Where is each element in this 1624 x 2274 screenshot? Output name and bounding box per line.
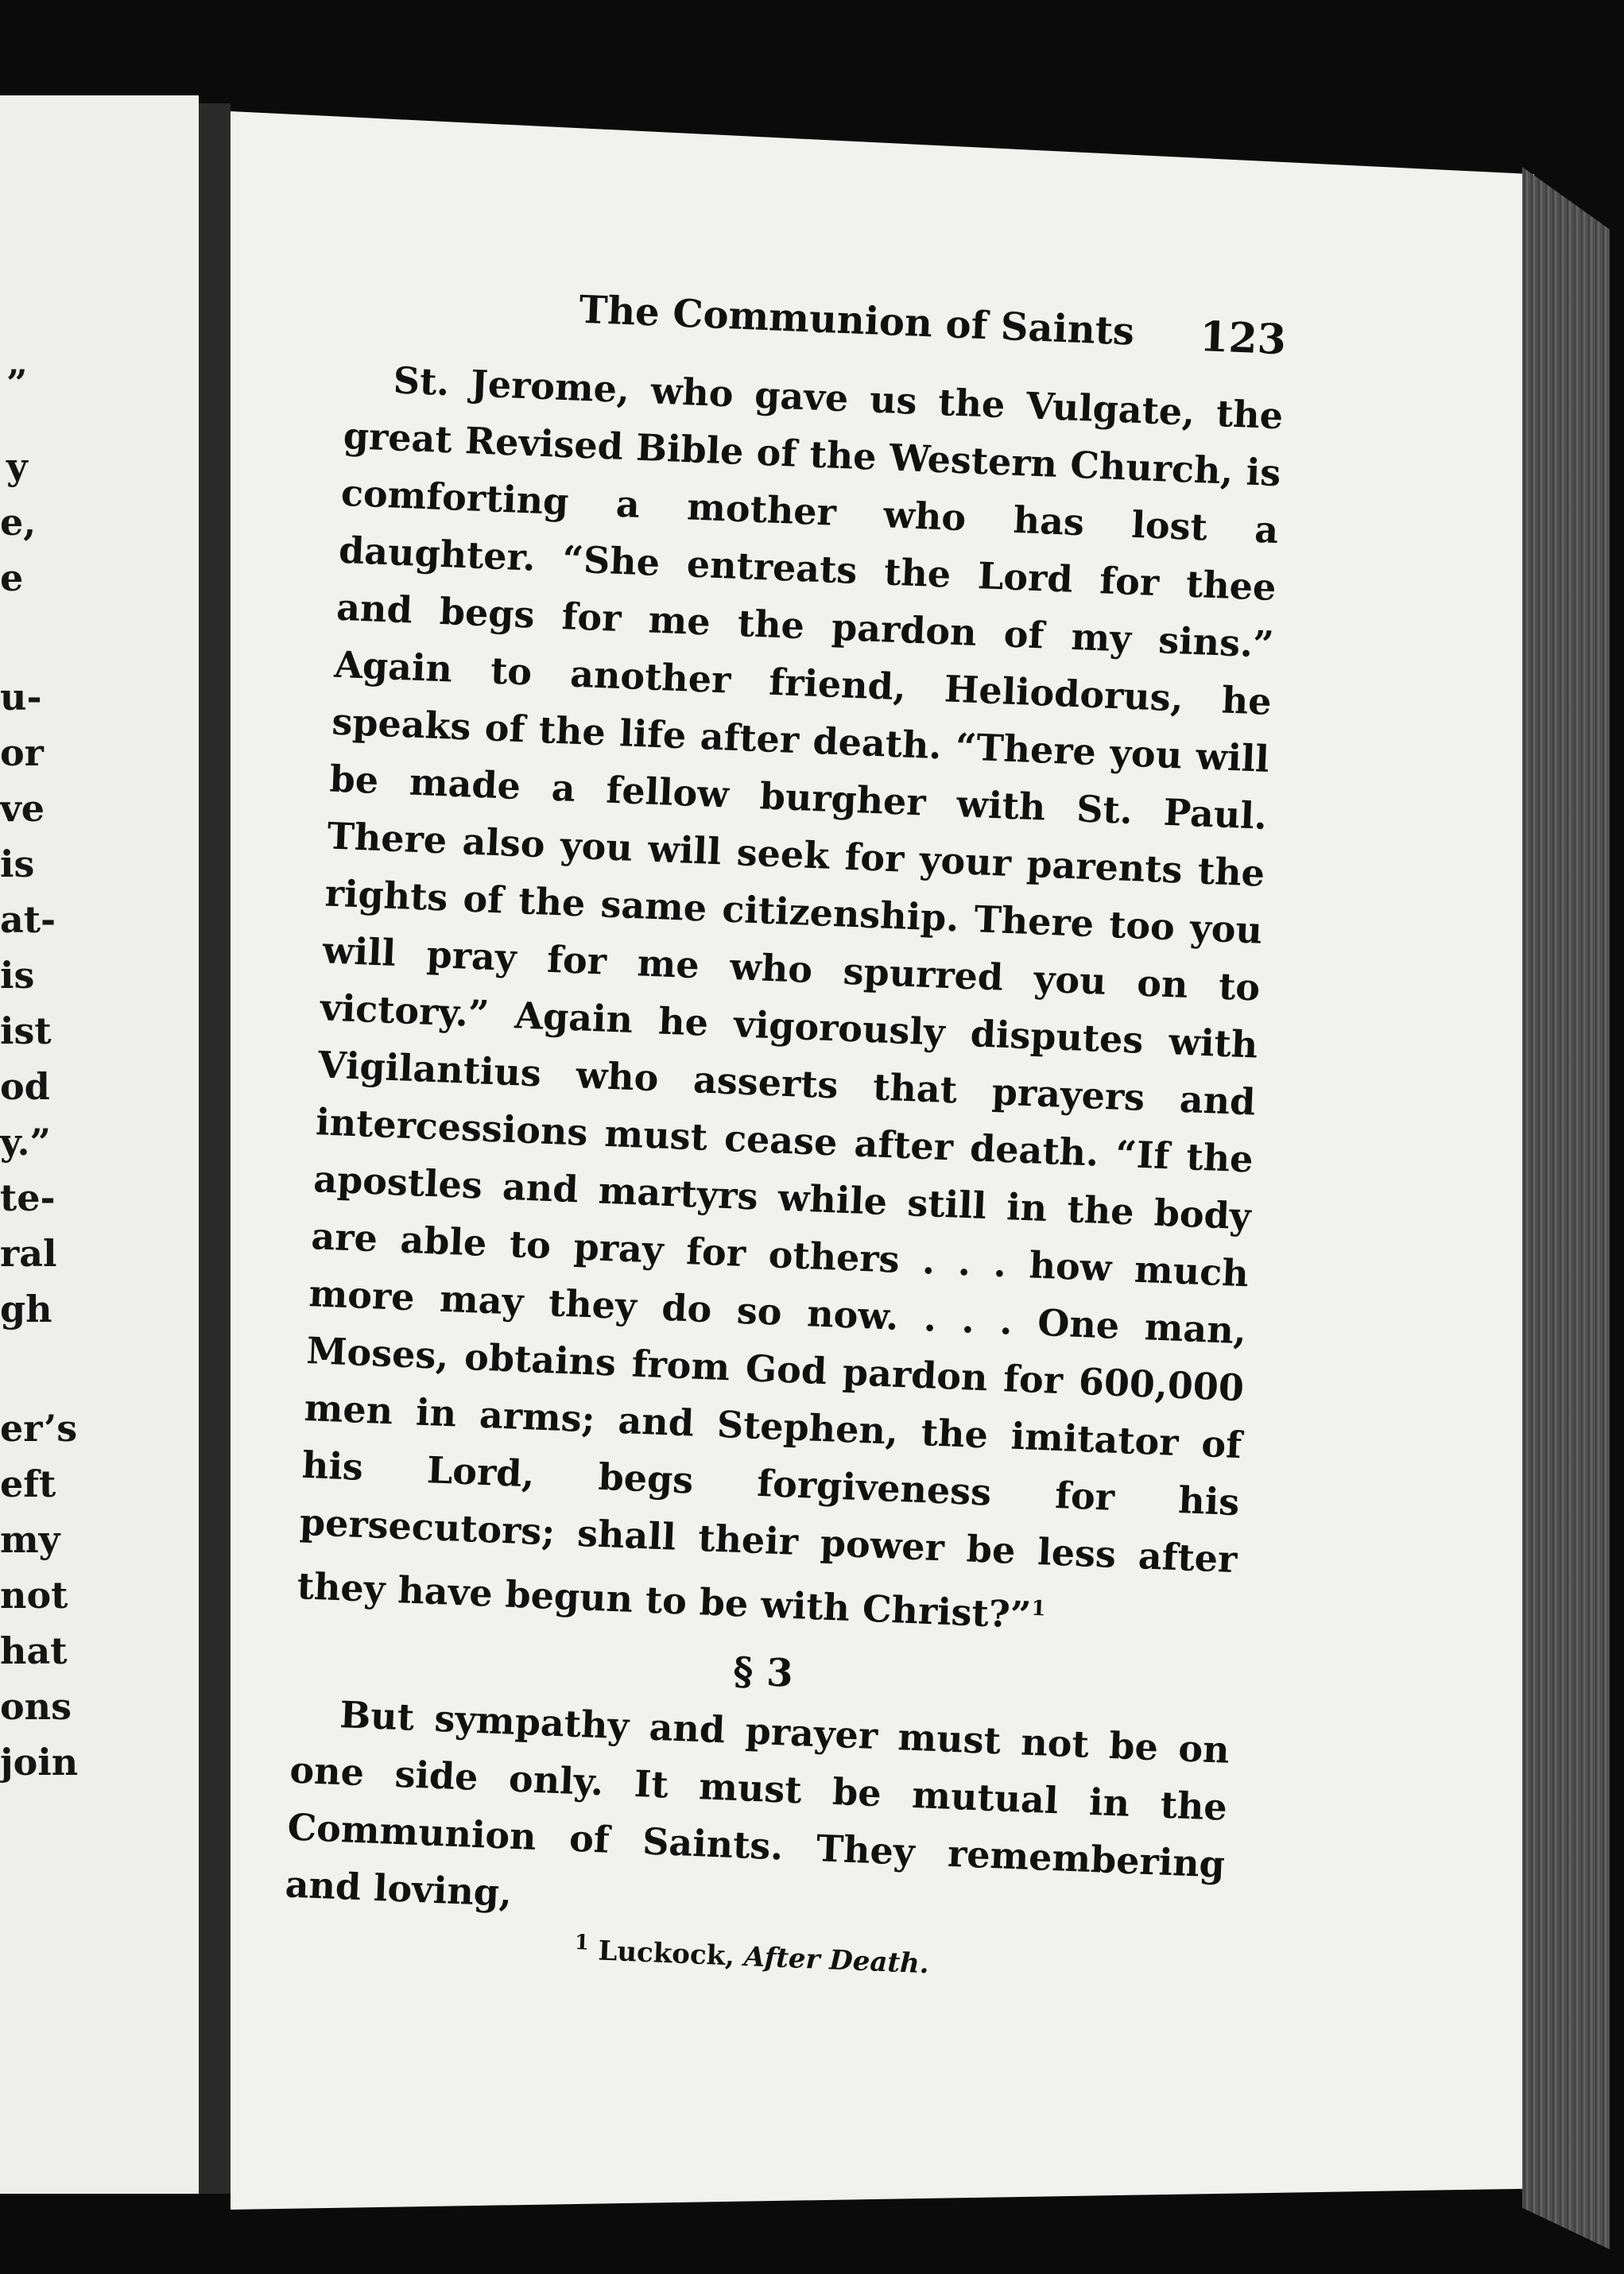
paragraph — [296, 350, 1284, 1652]
left-fragment: ve — [0, 787, 45, 830]
left-fragment: not — [0, 1574, 68, 1617]
left-fragment: od — [0, 1065, 50, 1108]
section-heading: § 3 — [732, 1649, 794, 1697]
left-fragment: er’s — [0, 1407, 78, 1450]
left-fragment: at- — [0, 898, 56, 941]
footnote-reference: 1 — [1030, 1596, 1047, 1621]
previous-page — [0, 95, 199, 2194]
left-fragment: ral — [0, 1232, 57, 1275]
paragraph — [284, 1684, 1231, 1951]
left-fragment: hat — [0, 1629, 68, 1672]
left-fragment: is — [0, 954, 35, 997]
left-fragment: eft — [0, 1462, 56, 1505]
left-fragment: my — [0, 1518, 60, 1561]
page-content — [282, 278, 1287, 1992]
page-number: 123 — [1199, 312, 1288, 365]
left-fragment: e, — [0, 501, 37, 544]
left-fragment: e — [0, 556, 24, 599]
left-fragment: ” — [6, 362, 28, 405]
page-edges — [1522, 167, 1610, 2249]
footnote-marker: 1 — [574, 1931, 590, 1956]
footnote-author: Luckock, — [597, 1935, 735, 1973]
left-fragment: u- — [0, 676, 42, 719]
left-fragment: y.” — [0, 1121, 51, 1164]
footnote-title: After Death. — [743, 1941, 930, 1981]
book-gutter — [199, 103, 231, 2194]
left-fragment: ons — [0, 1685, 72, 1728]
left-fragment: is — [0, 843, 35, 885]
left-fragment: gh — [0, 1288, 52, 1331]
paragraph-text: St. Jerome, who gave us the Vulgate, the great Revised Bible of the Western Church, is comforting a mother who has lost a daughter. “She entreats the Lord for thee and begs for me the pardon of my sins.” Again to another friend, Heliodorus, he speaks of the life after death. “There you will be made a fellow burgher with St. Paul. There also you will seek for your parents the rights of the same citizenship. There too you will pray for me who spurred you on to victory.” Again he vigorously disputes with Vigilantius who asserts that prayers and intercessions must cease after death. “If the apostles and martyrs while still in the body are able to pray for others . . . how much more may they do so now. . . . One man, Moses, obtains from God pardon for 600,000 men in arms; and Stephen, the imitator of his Lord, begs forgiveness for his persecutors; shall their power be less after they have begun to be with Christ?” — [296, 358, 1285, 1637]
left-fragment: te- — [0, 1176, 56, 1219]
left-fragment: y — [6, 445, 28, 488]
running-title: The Communion of Saints — [578, 287, 1136, 354]
left-fragment: ist — [0, 1009, 52, 1052]
left-fragment: join — [0, 1741, 79, 1784]
left-fragment: or — [0, 731, 44, 774]
paragraph-text: But sympathy and prayer must not be on one side only. It must be mutual in the Communion of Saints. They remembering and loving, — [284, 1693, 1231, 1916]
